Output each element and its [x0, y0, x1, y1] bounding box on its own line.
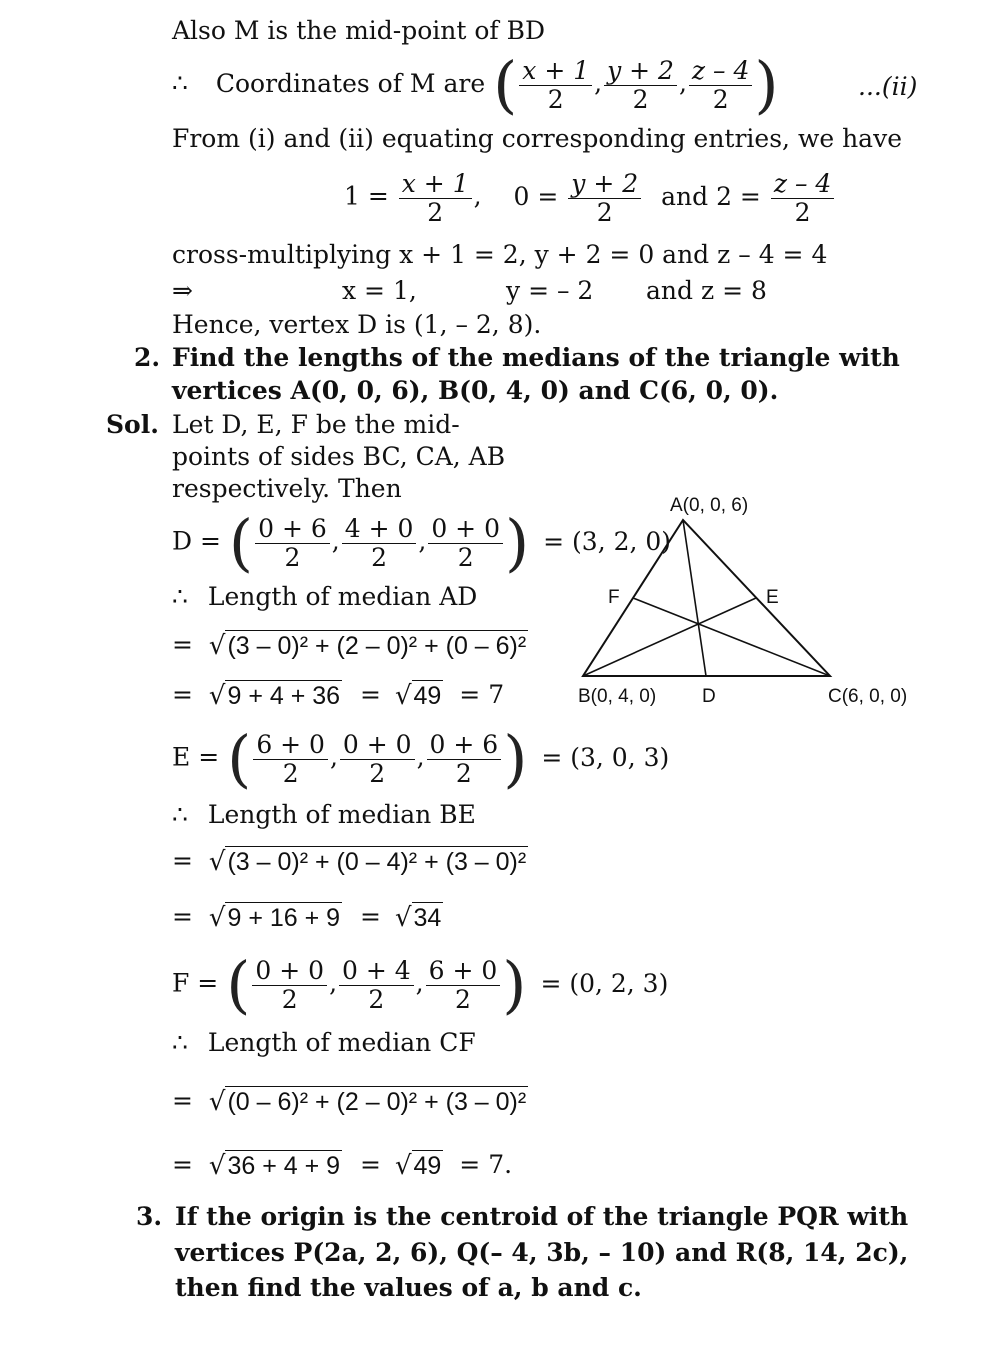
- text-line: respectively. Then: [172, 474, 402, 503]
- median-cf-root: = √(0 – 6)² + (2 – 0)² + (3 – 0)²: [172, 1086, 527, 1118]
- text-line: Let D, E, F be the mid-: [172, 410, 460, 439]
- solution-y: y = – 2: [506, 276, 594, 305]
- paren-open: (: [493, 48, 518, 121]
- median-be-label: ∴ Length of median BE: [172, 800, 476, 829]
- vertex-a-label: A(0, 0, 6): [670, 495, 749, 516]
- question-text: vertices A(0, 0, 6), B(0, 4, 0) and C(6, 0, 0).: [172, 376, 779, 405]
- question-number: 3.: [136, 1202, 163, 1231]
- question-text: Find the lengths of the medians of the triangle with: [172, 343, 900, 372]
- text-line: Hence, vertex D is (1, – 2, 8).: [172, 310, 542, 339]
- median-ad-result: = √9 + 4 + 36 = √49 = 7: [172, 680, 505, 712]
- solution-z: and z = 8: [646, 276, 767, 305]
- vertex-c-label: C(6, 0, 0): [828, 686, 908, 707]
- median-be-root: = √(3 – 0)² + (0 – 4)² + (3 – 0)²: [172, 846, 527, 878]
- text-line: points of sides BC, CA, AB: [172, 442, 506, 471]
- midpoint-f-label: F: [608, 587, 620, 608]
- midpoint-f-equation: F = ( $\frac{0 + 0}{2}$ , $\frac{0 + 4}{2}$ , $\frac{6 + 0}{2}$ ) = (0, 2, 3): [172, 948, 669, 1021]
- vertex-b-label: B(0, 4, 0): [578, 686, 657, 707]
- midpoint-e-label: E: [766, 587, 779, 608]
- therefore-symbol: ∴: [172, 68, 188, 98]
- paren-close: ): [754, 48, 779, 121]
- median-ad-label: ∴ Length of median AD: [172, 582, 478, 611]
- text-line: Also M is the mid-point of BD: [172, 16, 546, 45]
- m-coordinates-line: ∴ Coordinates of M are ( $\frac{x + 1}{2}$ , $\frac{y + 2}{2}$ , $\frac{z - 4}{2}$ ): [172, 48, 779, 121]
- question-text: vertices P(2a, 2, 6), Q(– 4, 3b, – 10) and R(8, 14, 2c),: [175, 1238, 909, 1267]
- midpoint-d-equation: D = ( $\frac{0 + 6}{2}$ , $\frac{4 + 0}{2}$ , $\frac{0 + 0}{2}$ ) = (3, 2, 0): [172, 506, 672, 579]
- fraction: $\frac{x + 1}{2}$: [519, 57, 592, 113]
- fraction: $\frac{y + 2}{2}$: [604, 57, 677, 113]
- text-line: cross-multiplying x + 1 = 2, y + 2 = 0 and z – 4 = 4: [172, 240, 828, 269]
- equation-reference: ...(ii): [858, 72, 918, 101]
- question-number: 2.: [134, 343, 161, 372]
- median-cf-label: ∴ Length of median CF: [172, 1028, 476, 1057]
- question-text: then find the values of a, b and c.: [175, 1273, 642, 1302]
- median-cf-result: = √36 + 4 + 9 = √49 = 7.: [172, 1150, 513, 1182]
- question-text: If the origin is the centroid of the triangle PQR with: [175, 1202, 909, 1231]
- median-be-result: = √9 + 16 + 9 = √34: [172, 902, 442, 934]
- triangle-abc: [583, 520, 830, 676]
- text-label: Coordinates of M are: [215, 68, 486, 98]
- midpoint-d-label: D: [702, 686, 716, 707]
- implies-symbol: ⇒: [172, 276, 193, 305]
- text-line: From (i) and (ii) equating corresponding entries, we have: [172, 124, 903, 153]
- solution-label: Sol.: [106, 410, 159, 439]
- fraction: $\frac{z - 4}{2}$: [689, 57, 752, 113]
- median-ad-root: = √(3 – 0)² + (2 – 0)² + (0 – 6)²: [172, 630, 527, 662]
- median-ad-line: [683, 520, 706, 676]
- midpoint-e-equation: E = ( $\frac{6 + 0}{2}$ , $\frac{0 + 0}{2}$ , $\frac{0 + 6}{2}$ ) = (3, 0, 3): [172, 722, 670, 795]
- equations-line: 1 = $\frac{x + 1}{2}$ , 0 = $\frac{y + 2}{2}$ and 2 = $\frac{z - 4}{2}$: [344, 170, 836, 226]
- solution-x: x = 1,: [342, 276, 417, 305]
